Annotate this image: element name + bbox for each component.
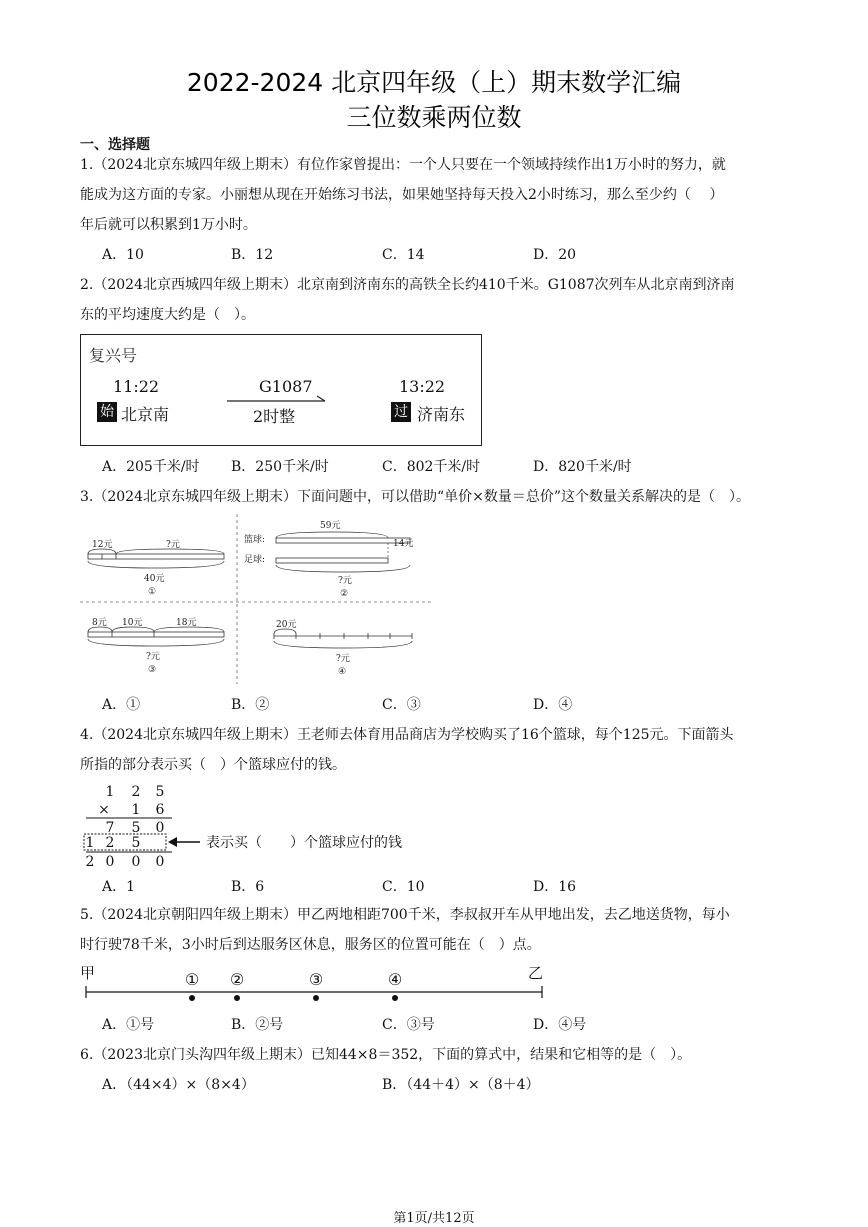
q2-option-b[interactable]: B．250千米/时 — [231, 459, 329, 475]
calc-r5-d1: 2 — [85, 854, 95, 870]
calc-arrow-label: 表示买（ ）个篮球应付的钱 — [206, 835, 402, 851]
ticket-end-station: 济南东 — [417, 405, 466, 424]
start-station-badge: 始 — [97, 402, 117, 422]
numberline-point-4: ④ — [387, 970, 403, 989]
q5-text-line1: 5.（2024北京朝阳四年级上期末）甲乙两地相距700千米，李叔叔开车从甲地出发，去乙地送货物，每小 — [80, 907, 730, 923]
calc-r2-d2: 6 — [155, 802, 165, 818]
d1-mark: ① — [148, 587, 157, 597]
q3-option-c[interactable]: C．③ — [382, 697, 421, 713]
d1-total: 40元 — [144, 574, 165, 584]
q1-option-d[interactable]: D．20 — [533, 247, 577, 263]
q3-line-diagrams — [80, 514, 440, 684]
q4-option-c[interactable]: C．10 — [382, 879, 425, 895]
q3-option-a[interactable]: A．① — [102, 697, 141, 713]
q6-text-line1: 6.（2023北京门头沟四年级上期末）已知44×8＝352，下面的算式中，结果和它相等的是（ ）。 — [80, 1047, 692, 1063]
document-title: 2022-2024 北京四年级（上）期末数学汇编 — [186, 68, 682, 97]
q1-option-b[interactable]: B．12 — [231, 247, 274, 263]
q1-option-a[interactable]: A．10 — [102, 247, 144, 263]
train-ticket — [80, 334, 482, 446]
q5-number-line — [80, 962, 550, 1010]
numberline-point-1: ① — [184, 970, 200, 989]
q2-option-a[interactable]: A．205千米/时 — [102, 459, 200, 475]
q5-text-line2: 时行驶78千米，3小时后到达服务区休息，服务区的位置可能在（ ）点。 — [80, 937, 541, 953]
q1-option-c[interactable]: C．14 — [382, 247, 425, 263]
q4-text-line2: 所指的部分表示买（ ）个篮球应付的钱。 — [80, 757, 346, 773]
calc-r5-d2: 0 — [105, 854, 115, 870]
calc-r4-d3: 5 — [131, 835, 141, 851]
q2-text-line1: 2.（2024北京西城四年级上期末）北京南到济南东的高铁全长约410千米。G1087次列车从北京南到济南 — [80, 277, 735, 293]
calc-r3-d2: 5 — [131, 820, 141, 836]
calc-r1-d2: 2 — [131, 784, 141, 800]
q4-text-line1: 4.（2024北京东城四年级上期末）王老师去体育用品商店为学校购买了16个篮球，每个125元。下面箭头 — [80, 727, 734, 743]
d2-label-basketball: 篮球: — [244, 535, 266, 545]
q6-option-a[interactable]: A．（44×4）×（8×4） — [102, 1077, 255, 1093]
q5-option-d[interactable]: D．④号 — [533, 1017, 587, 1033]
q5-option-b[interactable]: B．②号 — [231, 1017, 284, 1033]
ticket-brand: 复兴号 — [89, 346, 138, 365]
calc-times-sign: × — [98, 802, 110, 818]
calc-r3-d3: 0 — [155, 820, 165, 836]
q1-text-line1: 1.（2024北京东城四年级上期末）有位作家曾提出：一个人只要在一个领域持续作出1万小时的努力，就 — [80, 157, 726, 173]
d2-top-label: 59元 — [320, 521, 341, 531]
q4-option-a[interactable]: A．1 — [102, 879, 136, 895]
q1-text-line3: 年后就可以积累到1万小时。 — [80, 217, 257, 233]
numberline-end-label: 乙 — [528, 964, 544, 982]
numberline-point-2: ② — [229, 970, 245, 989]
document-subtitle: 三位数乘两位数 — [346, 103, 522, 132]
q2-option-c[interactable]: C．802千米/时 — [382, 459, 481, 475]
numberline-start-label: 甲 — [80, 964, 96, 982]
q5-option-a[interactable]: A．①号 — [102, 1017, 155, 1033]
q3-text-line1: 3.（2024北京东城四年级上期末）下面问题中，可以借助“单价×数量＝总价”这个数量关系解决的是（ ）。 — [80, 489, 751, 505]
calc-r2-d1: 1 — [131, 802, 141, 818]
d3-label-a: 8元 — [92, 618, 107, 628]
numberline-point-3: ③ — [308, 970, 324, 989]
d4-total: ?元 — [336, 654, 350, 664]
calc-r1-d3: 5 — [155, 784, 165, 800]
d4-unit: 20元 — [276, 620, 297, 630]
calc-r1-d1: 1 — [105, 784, 115, 800]
d2-mark: ② — [340, 589, 349, 599]
d2-total: ?元 — [338, 576, 352, 586]
calc-r4-d2: 2 — [105, 835, 115, 851]
arrow-left-icon — [168, 837, 177, 847]
q1-text-line2: 能成为这方面的专家。小丽想从现在开始练习书法，如果她坚持每天投入2小时练习，那么至少约（ ） — [80, 187, 724, 203]
ticket-train-number: G1087 — [259, 377, 313, 396]
ticket-duration: 2时整 — [253, 407, 296, 426]
d3-label-c: 18元 — [176, 618, 197, 628]
calc-r5-d4: 0 — [155, 854, 165, 870]
q4-option-b[interactable]: B．6 — [231, 879, 265, 895]
pass-station-badge: 过 — [391, 402, 411, 422]
q3-option-b[interactable]: B．② — [231, 697, 270, 713]
d1-label-a: 12元 — [92, 540, 113, 550]
q3-option-d[interactable]: D．④ — [533, 697, 573, 713]
q5-option-c[interactable]: C．③号 — [382, 1017, 435, 1033]
q2-text-line2: 东的平均速度大约是（ ）。 — [80, 307, 255, 323]
ticket-arrive-time: 13:22 — [399, 377, 446, 396]
d2-label-football: 足球: — [244, 555, 266, 565]
q4-option-d[interactable]: D．16 — [533, 879, 577, 895]
ticket-depart-time: 11:22 — [113, 377, 160, 396]
section-heading: 一、选择题 — [80, 137, 150, 153]
page-footer: 第1页/共12页 — [393, 1211, 475, 1226]
q6-option-b[interactable]: B．（44＋4）×（8＋4） — [382, 1077, 540, 1093]
calc-r5-d3: 0 — [131, 854, 141, 870]
d3-mark: ③ — [148, 665, 157, 675]
q4-vertical-multiplication — [80, 780, 440, 872]
d3-label-b: 10元 — [122, 618, 143, 628]
q2-option-d[interactable]: D．820千米/时 — [533, 459, 632, 475]
ticket-start-station: 北京南 — [121, 405, 170, 424]
d2-diff: 14元 — [393, 539, 414, 549]
d3-total: ?元 — [146, 652, 160, 662]
d1-label-b: ?元 — [166, 540, 180, 550]
calc-r3-d1: 7 — [105, 820, 115, 836]
calc-r4-d1: 1 — [85, 835, 95, 851]
d4-mark: ④ — [338, 667, 347, 677]
